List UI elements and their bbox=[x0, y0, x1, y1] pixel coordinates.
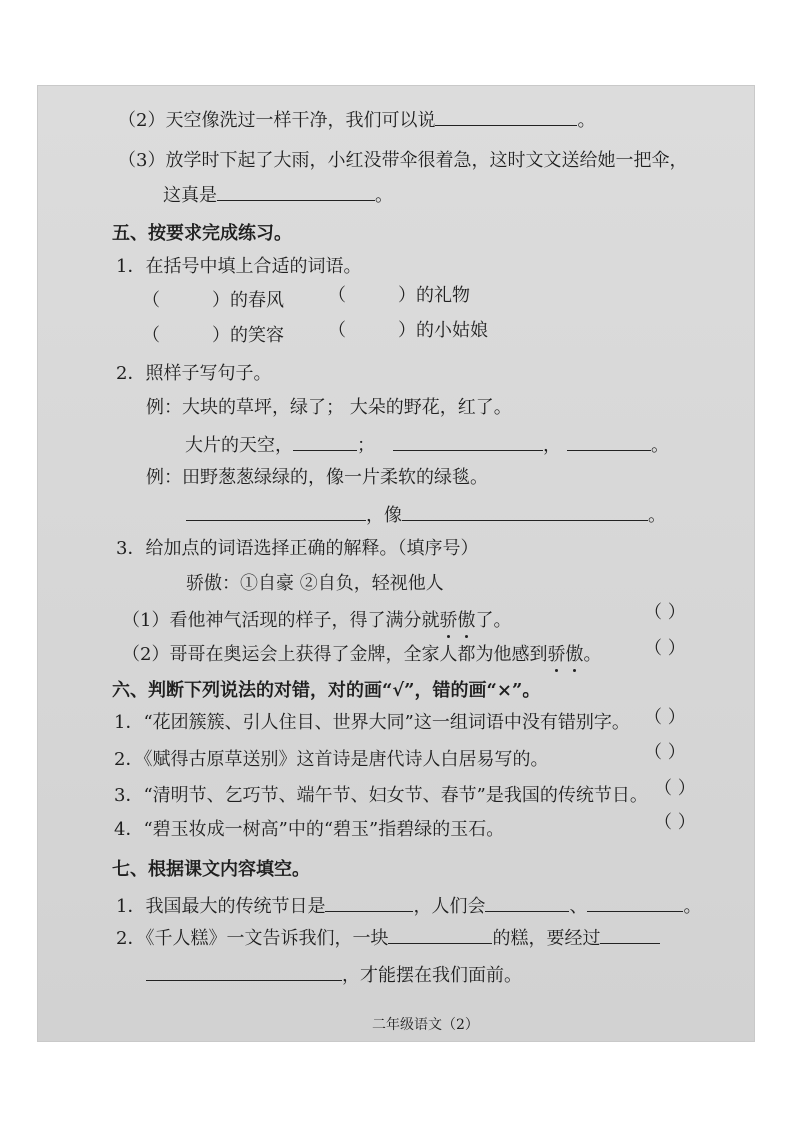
section7-heading: 七、根据课文内容填空。 bbox=[112, 859, 310, 880]
dotted-word: 骄傲 bbox=[439, 610, 476, 631]
s4-q3-line1: （3）放学时下起了大雨，小红没带伞很着急，这时文文送给她一把伞， bbox=[118, 150, 688, 171]
answer-paren[interactable]: （ ） bbox=[644, 602, 686, 623]
answer-paren[interactable]: （ ） bbox=[654, 812, 696, 833]
s7-q1: 1．我国最大的传统节日是 ，人们会 、 。 bbox=[116, 893, 701, 919]
answer-blank[interactable] bbox=[587, 893, 683, 912]
s5-q2-fill2: ，像 。 bbox=[186, 502, 666, 528]
answer-blank[interactable] bbox=[485, 893, 569, 912]
s4-q3-line2: 这真是 。 bbox=[163, 182, 393, 208]
answer-paren[interactable]: （ ） bbox=[654, 778, 696, 799]
answer-blank[interactable] bbox=[293, 432, 357, 451]
s5-q3-item1: （1）看他神气活现的样子，得了满分就骄傲了。 bbox=[122, 610, 512, 631]
s6-item3: 3．“清明节、乞巧节、端午节、妇女节、春节”是我国的传统节日。 bbox=[114, 785, 648, 806]
answer-paren[interactable]: （ ） bbox=[644, 742, 686, 763]
page-footer: 二年级语文（2） bbox=[372, 1017, 479, 1033]
s6-item4: 4．“碧玉妆成一树高”中的“碧玉”指碧绿的玉石。 bbox=[114, 819, 505, 840]
dotted-word: 骄傲 bbox=[547, 644, 584, 665]
s5-q3-item2: （2）哥哥在奥运会上获得了金牌，全家人都为他感到骄傲。 bbox=[122, 644, 602, 665]
answer-blank[interactable] bbox=[435, 107, 577, 126]
answer-blank[interactable] bbox=[388, 925, 492, 944]
section6-heading: 六、判断下列说法的对错，对的画“√”，错的画“×”。 bbox=[112, 680, 541, 701]
answer-blank[interactable] bbox=[393, 432, 543, 451]
answer-blank[interactable] bbox=[402, 502, 648, 521]
s5-q2-fill1: 大片的天空， ； ， 。 bbox=[185, 432, 669, 458]
s5-q1-item4: （ ）的小姑娘 bbox=[328, 320, 488, 341]
section5-heading: 五、按要求完成练习。 bbox=[112, 223, 292, 244]
s5-q1-title: 1．在括号中填上合适的词语。 bbox=[116, 256, 362, 277]
s7-q2-line2: ，才能摆在我们面前。 bbox=[146, 962, 522, 988]
s6-item2: 2．《赋得古原草送别》这首诗是唐代诗人白居易写的。 bbox=[114, 749, 549, 770]
answer-paren[interactable]: （ ） bbox=[644, 707, 686, 728]
answer-blank[interactable] bbox=[600, 925, 660, 944]
s5-q2-title: 2．照样子写句子。 bbox=[116, 363, 272, 384]
s5-q1-item1: （ ）的春风 bbox=[142, 290, 284, 311]
answer-paren[interactable]: （ ） bbox=[644, 638, 686, 659]
answer-blank[interactable] bbox=[186, 502, 366, 521]
answer-blank[interactable] bbox=[217, 182, 375, 201]
s6-item1: 1．“花团簇簇、引人住目、世界大同”这一组词语中没有错别字。 bbox=[114, 712, 630, 733]
s5-q1-item2: （ ）的礼物 bbox=[328, 285, 470, 306]
s5-q3-title: 3．给加点的词语选择正确的解释。（填序号） bbox=[116, 538, 479, 559]
s5-q1-item3: （ ）的笑容 bbox=[142, 325, 284, 346]
s5-q2-example1: 例：大块的草坪，绿了； 大朵的野花，红了。 bbox=[146, 397, 512, 418]
s7-q2-line1: 2．《千人糕》一文告诉我们，一块 的糕，要经过 bbox=[116, 925, 660, 951]
answer-blank[interactable] bbox=[146, 962, 342, 981]
answer-blank[interactable] bbox=[567, 432, 651, 451]
s4-q2: （2）天空像洗过一样干净，我们可以说 。 bbox=[118, 107, 595, 133]
s5-q3-definition: 骄傲：①自豪 ②自负，轻视他人 bbox=[186, 573, 444, 594]
s5-q2-example2: 例：田野葱葱绿绿的，像一片柔软的绿毯。 bbox=[146, 467, 488, 488]
answer-blank[interactable] bbox=[325, 893, 413, 912]
